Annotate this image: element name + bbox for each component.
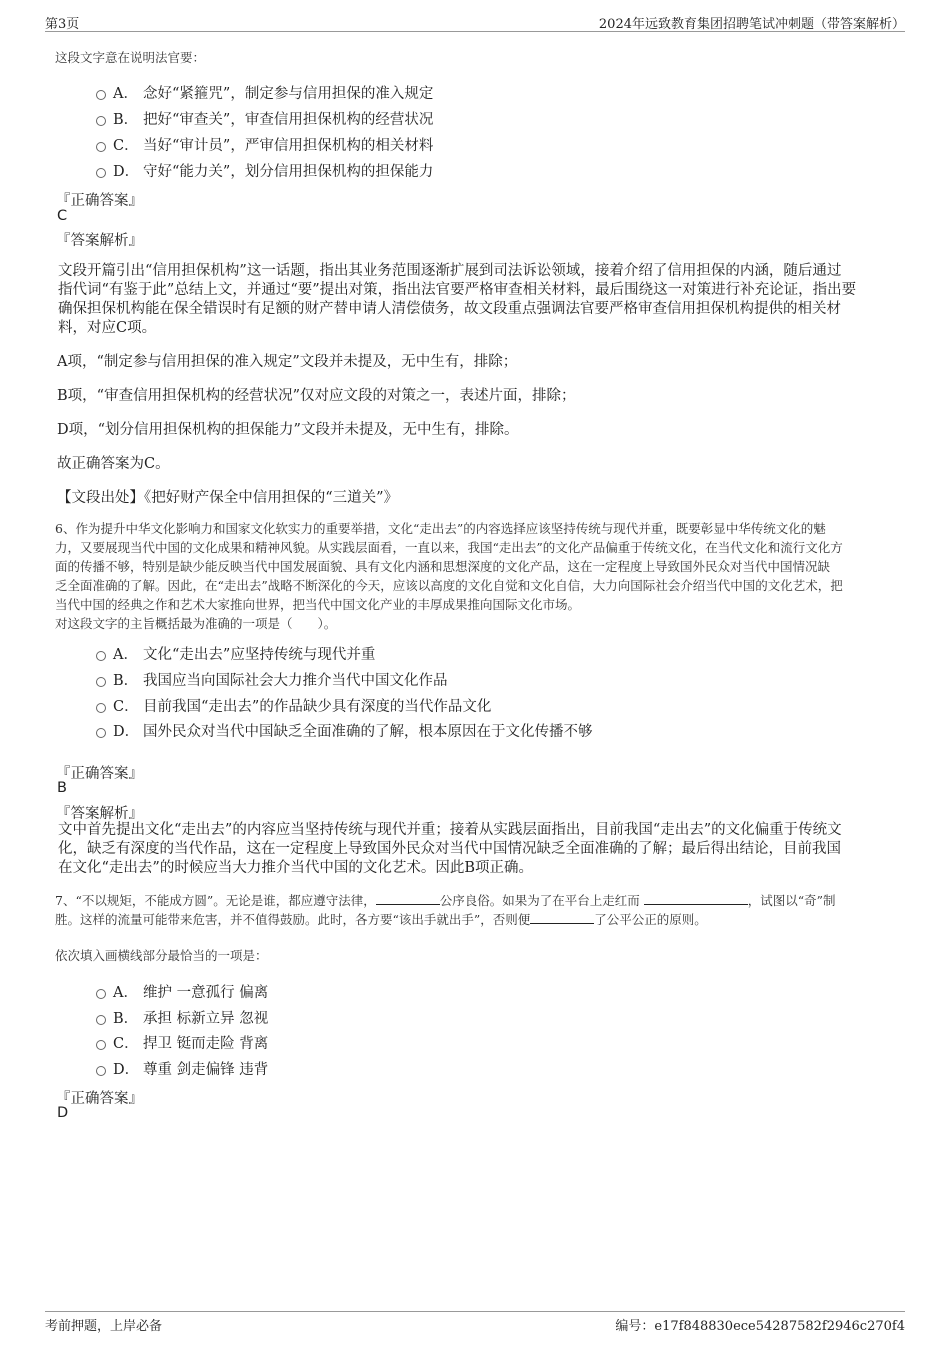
q6-option-b[interactable]: B． 我国应当向国际社会大力推介当代中国文化作品 xyxy=(96,669,448,690)
q6-analysis: 文中首先提出文化“走出去”的内容应当坚持传统与现代并重；接着从实践层面指出，目前我国“走出去”的文化偏重于传统文 化，缺乏有深度的当代作品，这在一定程度上导致国外民众对当代中国情况缺乏全面准确的了解；最后得出结论，目前我国 在文化“走出去”的时候应当大力推介当代中国的文化艺术。因此B项正确。 xyxy=(58,822,842,876)
radio-icon[interactable] xyxy=(96,703,106,713)
q7-prompt: 依次填入画横线部分最恰当的一项是： xyxy=(55,948,268,963)
q5-answer-label: 『正确答案』 xyxy=(56,193,143,209)
q5-conclusion: 故正确答案为C。 xyxy=(57,456,170,472)
q7-option-c[interactable]: C． 捍卫 铤而走险 背离 xyxy=(96,1032,268,1053)
q5-note-a: A项，“制定参与信用担保的准入规定”文段并未提及，无中生有，排除； xyxy=(57,354,518,370)
q6-answer: B xyxy=(57,780,67,796)
radio-icon[interactable] xyxy=(96,90,106,100)
q6-stem: 6、作为提升中华文化影响力和国家文化软实力的重要举措，文化“走出去”的内容选择应该坚持传统与现代并重，既要彰显中华传统文化的魅 力，又要展现当代中国的文化成果和精神风貌。从实践层面看，一直以来，我国“走出去”的文化产品偏重于传统文化，在当代文化和流行文化方 面的传播不够，特别是缺少能反映当代中国发展面貌、具有文化内涵和思想深度的文化产品，这在一定程度上导致国外民众对当代中国情况缺 乏全面准确的了解。因此，在“走出去”战略不断深化的今天，应该以高度的文化自觉和文化自信，大力向国际社会介绍当代中国的文化艺术，把 当代中国的经典之作和艺术大家推向世界，把当代中国文化产业的丰厚成果推向国际文化市场。 对这段文字的主旨概括最为准确的一项是（ ）。 xyxy=(55,521,843,631)
fill-blank-2[interactable] xyxy=(644,891,748,905)
q6-option-a[interactable]: A． 文化“走出去”应坚持传统与现代并重 xyxy=(96,643,375,664)
q7-stem: 7、“不以规矩，不能成方圆”。无论是谁，都应遵守法律， 公序良俗。如果为了在平台上走红而 ，试图以“奇”制 胜。这样的流量可能带来危害，并不值得鼓励。此时，各方要“该出手就出手”，否则便 了公平公正的原则。 xyxy=(55,893,836,927)
q6-analysis-label: 『答案解析』 xyxy=(56,806,143,822)
radio-icon[interactable] xyxy=(96,989,106,999)
q5-stem: 这段文字意在说明法官要： xyxy=(55,50,206,65)
page-footer xyxy=(45,1311,905,1334)
footer-slogan: 考前押题，上岸必备 xyxy=(45,1319,163,1334)
radio-icon[interactable] xyxy=(96,116,106,126)
q5-option-c[interactable]: C． 当好“审计员”，严审信用担保机构的相关材料 xyxy=(96,134,433,155)
document-code: 编号：e17f848830ece54287582f2946c270f4 xyxy=(615,1319,905,1334)
radio-icon[interactable] xyxy=(96,728,106,738)
fill-blank-1[interactable] xyxy=(376,891,440,905)
fill-blank-3[interactable] xyxy=(530,910,594,924)
radio-icon[interactable] xyxy=(96,142,106,152)
radio-icon[interactable] xyxy=(96,677,106,687)
q5-answer: C xyxy=(57,208,68,224)
page-header xyxy=(45,13,905,32)
q5-note-b: B项，“审查信用担保机构的经营状况”仅对应文段的对策之一，表述片面，排除； xyxy=(57,388,576,404)
q6-option-c[interactable]: C． 目前我国“走出去”的作品缺少具有深度的当代作品文化 xyxy=(96,695,491,716)
q7-answer-label: 『正确答案』 xyxy=(56,1091,143,1107)
radio-icon[interactable] xyxy=(96,651,106,661)
q7-answer: D xyxy=(57,1105,69,1121)
page-number: 第3页 xyxy=(45,17,80,32)
radio-icon[interactable] xyxy=(96,1066,106,1076)
q5-note-d: D项，“划分信用担保机构的担保能力”文段并未提及，无中生有，排除。 xyxy=(57,422,519,438)
document-title: 2024年远致教育集团招聘笔试冲刺题（带答案解析） xyxy=(598,17,905,32)
q7-option-d[interactable]: D． 尊重 剑走偏锋 违背 xyxy=(96,1058,268,1079)
q6-answer-label: 『正确答案』 xyxy=(56,766,143,782)
q6-option-d[interactable]: D． 国外民众对当代中国缺乏全面准确的了解，根本原因在于文化传播不够 xyxy=(96,720,593,741)
q5-option-d[interactable]: D． 守好“能力关”，划分信用担保机构的担保能力 xyxy=(96,160,433,181)
radio-icon[interactable] xyxy=(96,168,106,178)
radio-icon[interactable] xyxy=(96,1040,106,1050)
q5-source: 【文段出处】《把好财产保全中信用担保的“三道关”》 xyxy=(57,490,399,506)
q5-analysis-label: 『答案解析』 xyxy=(56,233,143,249)
q5-analysis: 文段开篇引出“信用担保机构”这一话题，指出其业务范围逐渐扩展到司法诉讼领域，接着介绍了信用担保的内涵，随后通过 指代词“有鉴于此”总结上文，并通过“要”提出对策，指出法官要严格审查相关材料，最后围绕这一对策进行补充论证，指出要 确保担保机构能在保全错误时有足额的财产替申请人清偿债务，故文段重点强调法官要严格审查信用担保机构提供的相关材 料，对应C项。 xyxy=(58,263,857,336)
q7-option-a[interactable]: A． 维护 一意孤行 偏离 xyxy=(96,981,268,1002)
q5-option-b[interactable]: B． 把好“审查关”，审查信用担保机构的经营状况 xyxy=(96,108,433,129)
q7-option-b[interactable]: B． 承担 标新立异 忽视 xyxy=(96,1007,268,1028)
radio-icon[interactable] xyxy=(96,1015,106,1025)
q5-option-a[interactable]: A． 念好“紧箍咒”，制定参与信用担保的准入规定 xyxy=(96,82,433,103)
